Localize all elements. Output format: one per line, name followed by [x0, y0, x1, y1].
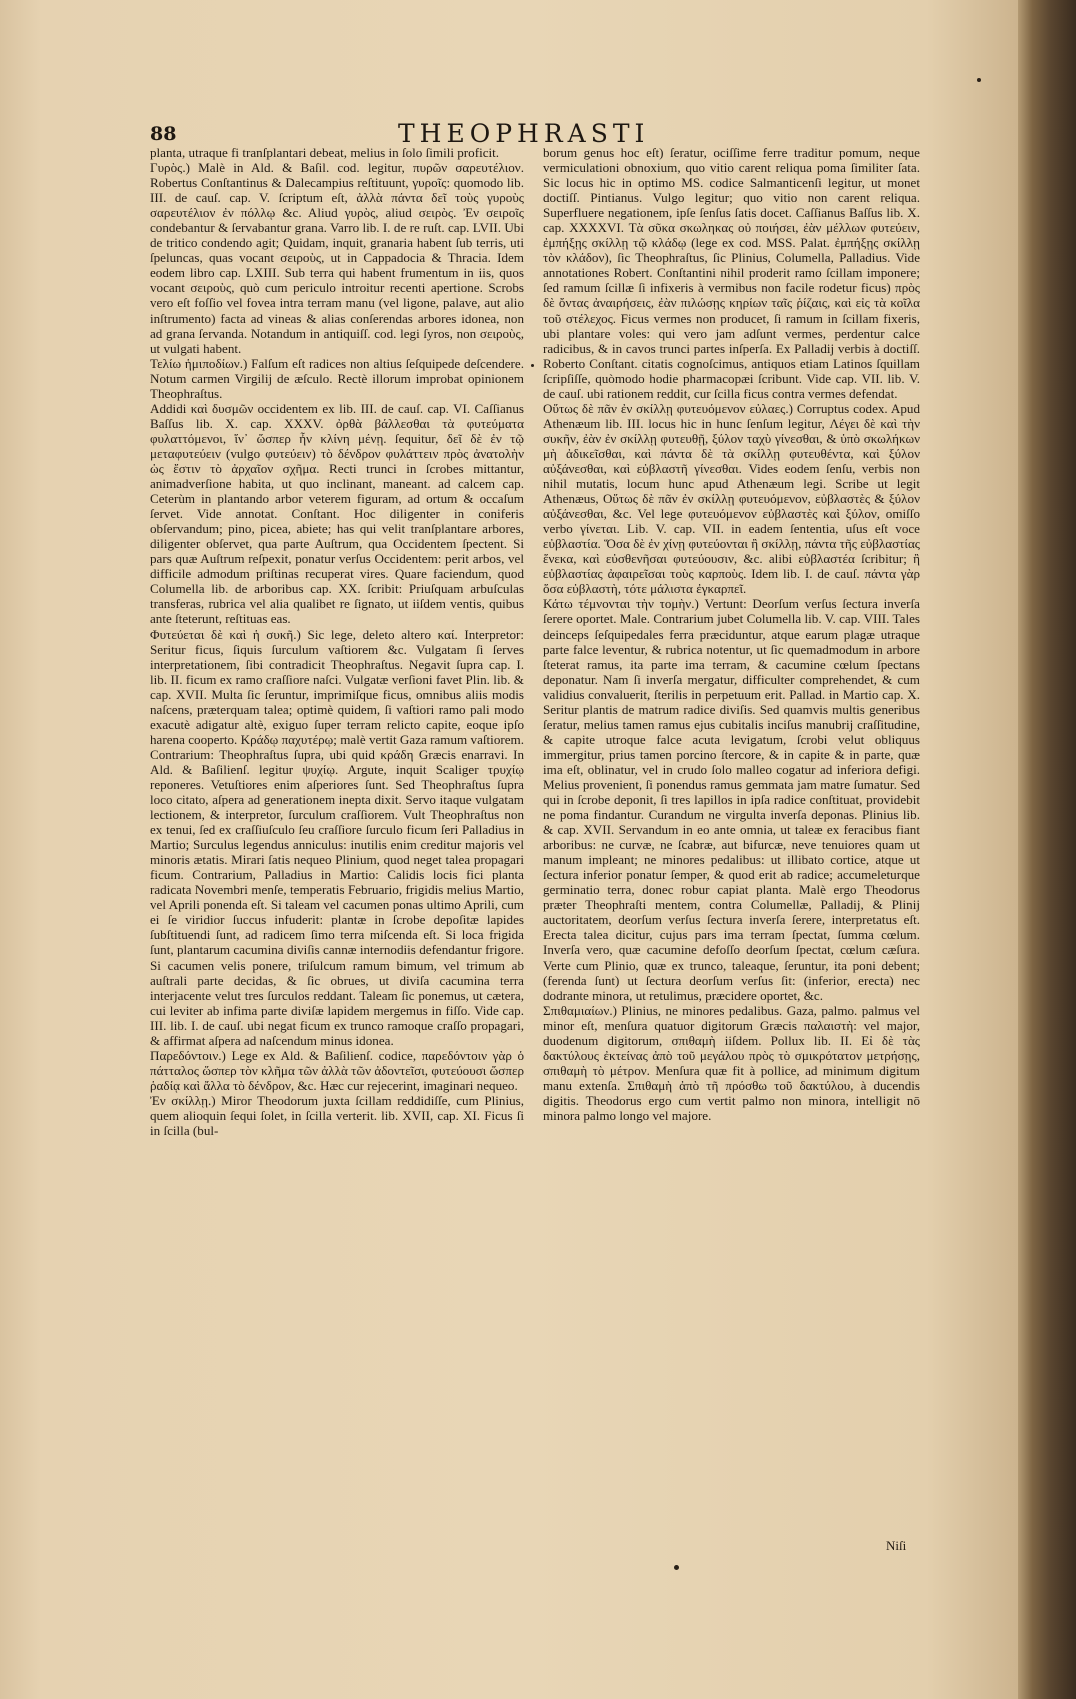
right-text-column [543, 145, 920, 1123]
paper-speck [674, 1565, 679, 1570]
paragraph: Γυρὸς.) Malè in Ald. & Baſil. cod. legitur, πυρῶν σαρευτέλιον. Robertus Conſtantinus & Dalecampius reſtituunt, γυροῖς: quomodo lib. III. de cauſ. cap. V. ſcriptum eſt, ἀλλὰ πάντα δεῖ τοὺς γυροὺς σαρευτέλιον ἐν πόλλῳ &c. Aliud γυρὸς, aliud σειρὸς. Ἐν σειροῖς condebantur & ſervabantur grana. Varro lib. I. de re ruſt. cap. LVII. Ubi de tritico condendo agit; Quidam, inquit, granaria habent ſub terris, uti ſpeluncas, quas vocant σειροὺς, ut in Cappadocia & Thracia. Idem eodem libro cap. LXIII. Sub terra qui habent frumentum in iis, quos vocant σειροὺς, quò cum periculo introitur recenti apertione. Scrobs vero eſt foſſio vel fovea intra terram manu (vel ligone, palave, aut alio inſtrumento) facta ad vineas & alias conſerendas arbores idonea, non ad grana ſervanda. Notandum in antiquiſſ. cod. legi ſyros, non σειροὺς, ut vulgati habent. [150, 160, 524, 356]
paragraph: Οὕτως δὲ πᾶν ἐν σκίλλῃ φυτευόμενον εὐλαες.) Corruptus codex. Apud Athenæum lib. III. locus hic in hunc ſenſum legitur, Λέγει δὲ καὶ τὴν συκῆν, ἐὰν ἐν σκίλλῃ φυτευθῇ, ξύλον ταχὺ γίνεσθαι, & ὑπὸ σκωλήκων μὴ ἀδικεῖσθαι, καὶ πάντα δὲ τὰ σκίλλῃ φυτευθέντα, καὶ ξύλον αὐξάνεσθαι, καὶ εὐβλαστῆ γίνεσθαι. Vides eodem ſenſu, verbis non nihil mutatis, locum hunc apud Athenæum legi. Scribe ut legit Athenæus, Οὕτως δὲ πᾶν ἐν σκίλλῃ φυτευόμενον, εὐβλαστὲς & ξύλον αὐξάνεσθαι, &c. Vel lege φυτευόμενον εὐβλαστὲς καὶ ξύλον, omiſſo verbo γίνεται. Lib. V. cap. VII. in eadem ſententia, uſus eſt voce εὐβλαστία. Ὅσα δὲ ἐν χίνῃ φυτεύονται ἢ σκίλλῃ, πάντα τῆς εὐβλαστίας ἕνεκα, καὶ εὐσθενῆσαι φυτεύουσιν, &c. alibi εὐβλαστέα ſcribitur; ἢ εὐβλαστίας ἀφαιρεῖσαι τοὺς καρποὺς. Idem lib. I. de cauſ. πάντα γὰρ ὅσα εὐβλαστὴ, τότε μάλιστα ἐγκαρπεῖ. [543, 400, 920, 597]
paragraph: Addidi καὶ δυσμῶν occidentem ex lib. III. de cauſ. cap. VI. Caſſianus Baſſus lib. X. cap. XXXV. ὀρθὰ βάλλεσθαι τὰ φυτεύματα φυλαττόμενοι, ἵν᾽ ὥσπερ ἦν κλίνη μένῃ. ſequitur, δεῖ δὲ ἐν τῷ μεταφυτεύειν (vulgo φυτεύειν) τὸ δένδρον φυλάττειν πρὸς ἀνατολὴν ὡς ἔστιν τὸ ἀρχαῖον σχῆμα. Recti trunci in ſcrobes mittantur, animadverſione habita, ut quo inclinant, maneant. ad calcem cap. Ceterùm in plantando arbor veterem figuram, ad ortum & occaſum ſervet. Vide annotat. Conſtant. Hoc diligenter in coniferis obſervandum; pino, picea, abiete; has qui velit tranſplantare arbores, diligenter obſervet, qua parte Auſtrum, qua Occidentem ſpectent. Si pars quæ Auſtrum reſpexit, ponatur verſus Occidentem: perit arbos, vel difficile admodum priſtinas recuperat vires. Quare faciendum, quod Columella lib. de arboribus cap. XX. ſcribit: Priuſquam arbuſculas transferas, rubrica vel alia qualibet re ſignato, ut iiſdem ventis, quibus ante ſteterunt, reſtituas eas. [150, 400, 524, 627]
left-text-column [150, 145, 524, 1138]
paragraph: Τελίω ἡμιποδίων.) Falſum eſt radices non altius ſeſquipede deſcendere. Notum carmen Virgilij de æſculo. Rectè illorum improbat opinionem Theophraſtus. [150, 355, 524, 401]
paragraph: Φυτεύεται δὲ καὶ ἡ συκῆ.) Sic lege, deleto altero καί. Interpretor: Seritur ficus, ſiquis ſurculum vaſtiorem &c. Vulgatam ſi ſerves interpretationem, ſibi contradicit Theophraſtus. Negavit ſupra cap. I. lib. II. ficum ex ramo craſſiore naſci. Vulgatæ verſioni favet Plin. lib. & cap. XVII. Multa ſic ſeruntur, imprimiſque ficus, omnibus aliis modis naſcens, præterquam talea; optimè quidem, ſi vaſtiori ramo pali modo exacutè adigatur altè, exiguo ſuper terram relicto capite, eoque ipſo harena cooperto. Κράδῳ παχυτέρῳ; malè vertit Gaza ramum vaſtiorem. Contrarium: Theophraſtus ſupra, ubi quid κράδη Græcis enarravi. In Ald. & Baſilienſ. legitur ψυχίῳ. Argute, inquit Scaliger τρυχίῳ reponeres. Vetuſtiores enim aſperiores ſunt. Sed Theophraſtus ſupra loco citato, aſpera ad generationem inepta dixit. Servo itaque vulgatam lectionem, & interpretor, ſurculum craſſiorem. Vult Theophraſtus non ex tenui, ſed ex craſſiuſculo ſeu craſſiore ſurculo ficum ſeri Palladius in Martio; Surculus legendus anniculus: inutilis enim creditur majoris vel minoris ætatis. Mirari ſatis nequeo Plinium, quod neget talea propagari ficum. Contrarium, Palladius in Martio: Calidis locis fici planta radicata Novembri menſe, temperatis Februario, frigidis melius Martio, vel Aprili ponenda eſt. Si taleam vel cacumen ponas ultimo Aprili, cum ei ſe viridior ſuccus infuderit: plantæ in ſcrobe depoſitæ lapides ſubſtituendi ſunt, ad radicem ſimo terra miſcenda eſt. Si loca frigida ſunt, plantarum cacumina diviſis cannæ internodiis defendantur frigore. Si cacumen velis ponere, triſulcum ramum bimum, vel trimum ab auſtrali parte decidas, & ſic obrues, ut diviſa cacumina terra interjacente velut tres ſurculos reddant. Taleam ſic ponemus, ut cætera, cui leviter ab infima parte diviſæ lapidem mergemus in fiſſo. Vide cap. III. lib. I. de cauſ. ubi negat ficum ex trunco ramoque craſſo propagari, & affirmat aſpera ad naſcendum minus idonea. [150, 626, 524, 1048]
catchword: Niſi [886, 1538, 907, 1553]
paragraph: Ἐν σκίλλῃ.) Miror Theodorum juxta ſcillam reddidiſſe, cum Plinius, quem alioquin ſequi ſolet, in ſcilla verterit. lib. XVII, cap. XI. Ficus ſi in ſcilla (bul- [150, 1092, 524, 1139]
paragraph: Σπιθαμιαίων.) Plinius, ne minores pedalibus. Gaza, palmo. palmus vel minor eſt, menſura quatuor digitorum Græcis παλαιστὴ: vel major, duodenum digitorum, σπιθαμὴ iiſdem. Pollux lib. II. Εἰ δὲ τὰς δακτύλους ἐκτείνας ἀπὸ τοῦ μεγάλου πρὸς τὸ σμικρότατον μετρήσῃς, σπιθαμὴ τὸ μέτρον. Menſura quæ fit à pollice, ad minimum digitum manu extenſa. Σπιθαμὴ ἀπὸ τῆ πρόσθω τοῦ δακτύλου, à ducendis digitis. Theodorus ergo cum vertit palmo non minora, intelligit nō minora palmo longo vel majore. [543, 1002, 920, 1123]
book-spine [1018, 0, 1076, 1699]
paragraph: Παρεδόντοιν.) Lege ex Ald. & Baſilienſ. codice, παρεδόντοιν γὰρ ὁ πάτταλος ὥσπερ τὸν κλῆμα τῶν ἀλλὰ τῶν ἀδοντεῖσι, φυτεύουσι ὥσπερ ῥαδίᾳ καὶ ἄλλα τὸ δένδρον, &c. Hæc cur rejecerint, imaginari nequeo. [150, 1047, 524, 1093]
running-head: THEOPHRASTI [398, 119, 650, 148]
paper-speck [977, 78, 981, 82]
page-number: 88 [150, 123, 177, 145]
paragraph: borum genus hoc eſt) ſeratur, ociſſime ferre traditur pomum, neque vermiculationi obnoxium, quo vitio carent reliqua poma ſimiliter ſata. Sic locus hic in optimo MS. codice Salmanticenſi legitur, ut monet doctiſſ. Pintianus. Vulgo legitur; quo vitio non carent reliqua. Superfluere negationem, ipſe ſenſus ſatis docet. Caſſianus Baſſus lib. X. cap. XXXXVI. Τὰ σῦκα σκωληκας οὐ ποιήσει, ἐὰν μέλλων φυτεύειν, ἐμπήξῃς σκίλλῃ τῷ κλάδῳ (lege ex cod. MSS. Palat. ἐμπήξῃς σκίλλῃ τὸν κλάδον), ſic Theophraſtus, ſic Plinius, Columella, Palladius. Vide annotationes Robert. Conſtantini nihil proderit ramo ſcillam imponere; ſed ramum ſcillæ ſi infixeris à vermibus non facile rodetur ficus) πρὸς δὲ ὄντας ἀναιρήσεις, ἐὰν πιλώσῃς κηρίων ταῖς ῥίζαις, καὶ εἰς τὰ κοῖλα τοῦ στέλεχος. Ficus vermes non producet, ſi ramum in ſcillam fixeris, ubi plantare voles: qui vero jam adſunt vermes, perdentur calce radicibus, & in cavos trunci partes inſperſa. Ex Palladij verbis à doctiſſ. Roberto Conſtant. citatis cognoſcimus, antiquos etiam Latinos ſquillam ſcripſiſſe, quòmodo hodie pharmacopæi ſcribunt. Vide cap. VII. lib. V. de cauſ. ubi rationem reddit, cur ſcilla ficus contra vermes defendat. [543, 145, 920, 401]
paper-speck [531, 364, 534, 367]
paragraph: planta, utraque fi tranſplantari debeat, melius in ſolo ſimili proficit. [150, 145, 500, 160]
paragraph: Κάτω τέμνονται τὴν τομὴν.) Vertunt: Deorſum verſus ſectura inverſa ſerere oportet. Male. Contrarium jubet Columella lib. V. cap. VIII. Tales deinceps ſeſquipedales ferra præciduntur, atque earum plagæ utraque parte falce leventur, & rubrica notentur, ut ſic quemadmodum in arbore ſteterat ramus, ita parte ima terram, & cacumine cœlum ſpectans deponatur. Nam ſi inverſa mergatur, difficulter comprehendet, & cum validius convaluerit, ſterilis in perpetuum erit. Pallad. in Martio cap. X. Seritur plantis de matrum radice diviſis. Sed quamvis multis generibus ſeratur, melius tamen ramus ejus cubitalis inciſus manubrij craſſitudine, & capite utroque falce acuta levigatum, ſcrobi velut obliquus immergitur, prius tamen porcino ſtercore, & in capite & in parte, quæ ima eſt, oblinatur, vel in crudo ſolo malleo cogatur ad inferiora defigi. Melius provenient, ſi ponendus ramus gemmata jam matre ſumatur. Sed qui in ſcrobe deponit, ſi tres lapillos in ipſa radice conſtituat, providebit ne poma findantur. Curandum ne virgulta inverſa deponas. Plinius lib. & cap. XVII. Servandum in eo ante omnia, ut taleæ ex feracibus fiant arboribus: ne curvæ, ne ſcabræ, aut bifurcæ, neve tenuiores quam ut manum impleant; ne minores pedalibus: ut illibato cortice, atque ut ſectura inferior ponatur ſemper, & quod erit ab radice; accumeleturque germinatio terra, donec robur capiat planta. Malè ergo Theodorus præter Theophraſti mentem, contra Columellæ, Palladij, & Plinij auctoritatem, deorſum verſus ſectura inverſa ſerere, interpretatus eſt. Erecta talea dicitur, cujus pars ima terram ſpectat, ſumma cœlum. Inverſa vero, quæ cacumine defoſſo deorſum ſpectat, cœlum cæſura. Verte cum Plinio, quæ ex trunco, taleaque, ſeruntur, ita poni debent; (ferenda ſunt) ut ſectura deorſum verſus ſit: (inferior, erecta) nec dodrante minora, ut retulimus, præcidere oportet, &c. [543, 596, 920, 1003]
